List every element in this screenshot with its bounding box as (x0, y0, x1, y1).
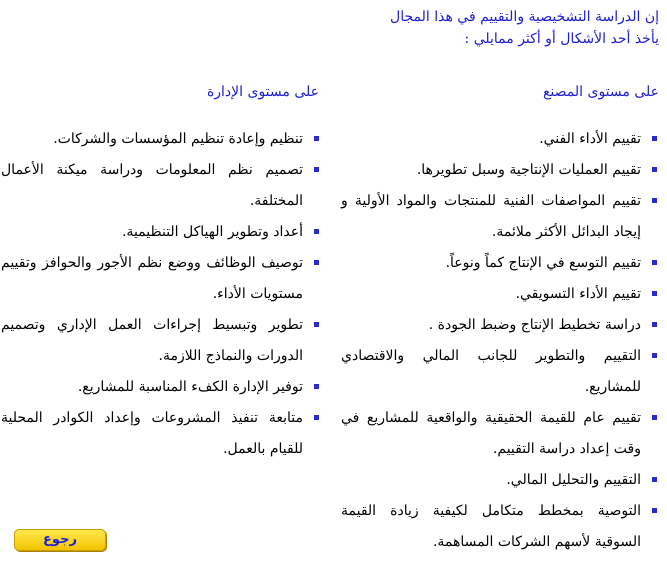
list-item-text: توفير الإدارة الكفء المناسبة للمشاريع. (77, 379, 303, 395)
list-item (1, 403, 321, 465)
list-item-text: تقييم التوسع في الإنتاج كماً ونوعاً. (445, 255, 641, 271)
list-item-text: التقييم والتطوير للجانب المالي والاقتصادي للمشاريع. (341, 348, 641, 395)
list-item-text: دراسة تخطيط الإنتاج وضبط الجودة . (428, 317, 641, 333)
square-bullet-icon (652, 291, 657, 296)
square-bullet-icon (652, 508, 657, 513)
square-bullet-icon (652, 260, 657, 265)
list-item-text: تقييم المواصفات الفنية للمنتجات والمواد الأولية و إيجاد البدائل الأكثر ملائمة. (341, 193, 641, 240)
square-bullet-icon (314, 136, 319, 141)
admin-level-list (1, 124, 321, 465)
list-item-text: أعداد وتطوير الهياكل التنظيمية. (121, 224, 303, 240)
square-bullet-icon (652, 415, 657, 420)
list-item (341, 465, 659, 496)
list-item (341, 496, 659, 558)
list-item-text: توصيف الوظائف ووضع نظم الأجور والحوافز وتقييم مستويات الأداء. (1, 255, 303, 302)
square-bullet-icon (314, 384, 319, 389)
list-item (341, 248, 659, 279)
list-item-text: تنظيم وإعادة تنظيم المؤسسات والشركات. (53, 131, 303, 147)
square-bullet-icon (314, 322, 319, 327)
list-item (1, 310, 321, 372)
list-item (341, 341, 659, 403)
list-item-text: التقييم والتحليل المالي. (506, 472, 641, 488)
list-item (1, 372, 321, 403)
admin-level-heading: على مستوى الإدارة (206, 84, 319, 100)
list-item-text: تقييم الأداء التسويقي. (515, 286, 641, 302)
list-item-text: متابعة تنفيذ المشروعات وإعداد الكوادر المحلية للقيام بالعمل. (1, 410, 303, 457)
square-bullet-icon (652, 136, 657, 141)
list-item (341, 403, 659, 465)
list-item (341, 186, 659, 248)
factory-level-heading: على مستوى المصنع (542, 84, 659, 100)
square-bullet-icon (652, 477, 657, 482)
list-item-text: التوصية بمخطط متكامل لكيفية زيادة القيمة السوقية لأسهم الشركات المساهمة. (341, 503, 641, 550)
list-item-text: تقييم الأداء الفني. (539, 131, 641, 147)
factory-level-list (341, 124, 659, 558)
square-bullet-icon (652, 322, 657, 327)
back-button[interactable]: رجوع (14, 529, 106, 551)
square-bullet-icon (652, 167, 657, 172)
list-item (1, 155, 321, 217)
intro-line-1: إن الدراسة التشخيصية والتقييم في هذا المجال (390, 9, 659, 25)
list-item (341, 279, 659, 310)
list-item (1, 124, 321, 155)
square-bullet-icon (314, 167, 319, 172)
list-item-text: تقييم العمليات الإنتاجية وسبل تطويرها. (416, 162, 641, 178)
list-item (341, 124, 659, 155)
list-item-text: تطوير وتبسيط إجراءات العمل الإداري وتصميم الدورات والنماذج اللازمة. (1, 317, 303, 364)
list-item-text: تصميم نظم المعلومات ودراسة ميكنة الأعمال المختلفة. (1, 162, 303, 209)
square-bullet-icon (652, 353, 657, 358)
square-bullet-icon (314, 415, 319, 420)
list-item (1, 217, 321, 248)
list-item (341, 310, 659, 341)
list-item (1, 248, 321, 310)
square-bullet-icon (652, 198, 657, 203)
intro-line-2: يأخذ أحد الأشكال أو أكثر ممايلي : (464, 31, 659, 47)
intro-text (19, 6, 659, 50)
square-bullet-icon (314, 260, 319, 265)
square-bullet-icon (314, 229, 319, 234)
list-item-text: تقييم عام للقيمة الحقيقية والواقعية للمشاريع في وقت إعداد دراسة التقييم. (341, 410, 641, 457)
list-item (341, 155, 659, 186)
